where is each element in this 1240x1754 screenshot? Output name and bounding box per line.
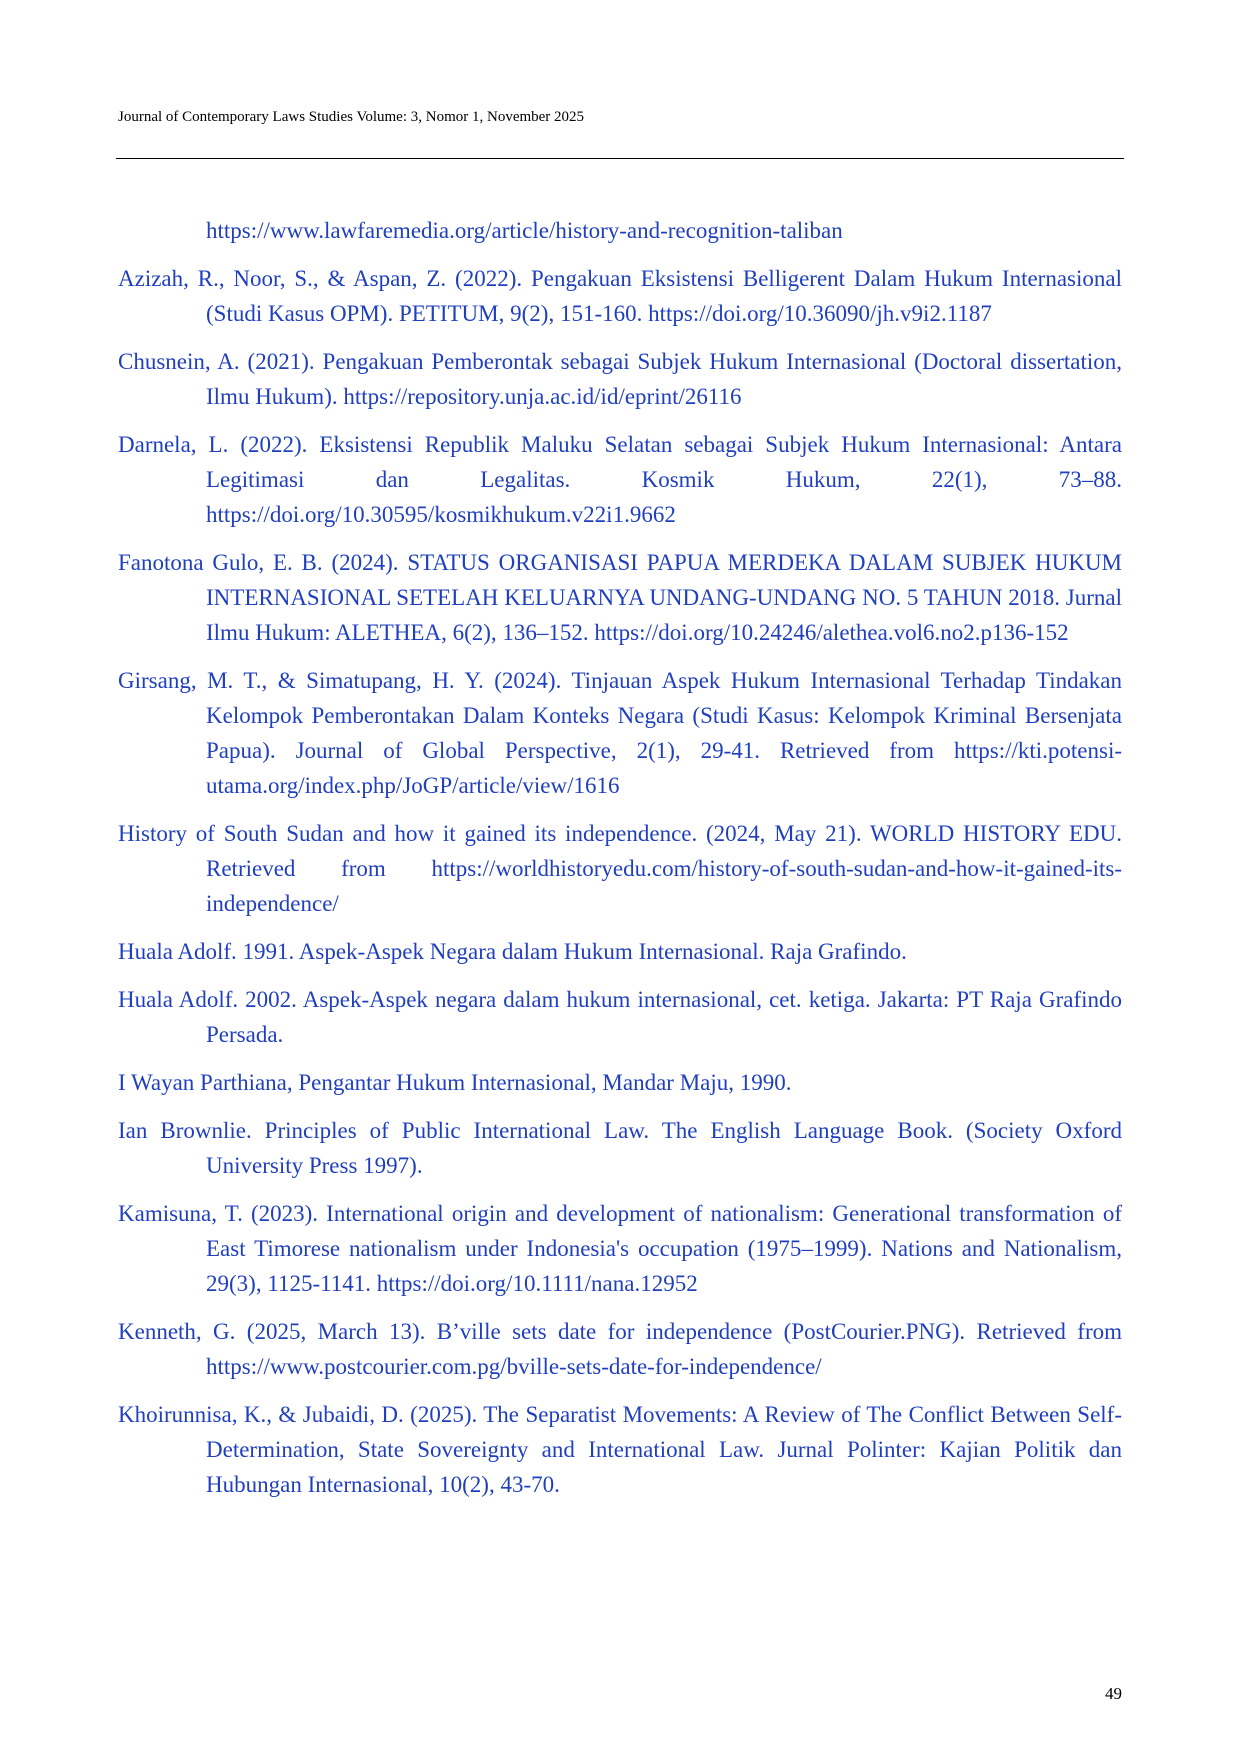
page-number: 49: [1105, 1684, 1122, 1703]
reference-entry: History of South Sudan and how it gained its independence. (2024, May 21). WORLD HISTORY EDU. Retrieved from https://worldhistoryedu.com/history-of-south-sudan-and-how-it-gained-its-independence/: [118, 821, 1122, 916]
reference-entry: Azizah, R., Noor, S., & Aspan, Z. (2022). Pengakuan Eksistensi Belligerent Dalam Hukum Internasional (Studi Kasus OPM). PETITUM, 9(2), 151-160. https://doi.org/10.36090/jh.v9i2.1187: [118, 266, 1122, 326]
reference-entry: I Wayan Parthiana, Pengantar Hukum Internasional, Mandar Maju, 1990.: [118, 1070, 792, 1095]
reference-entry: Huala Adolf. 2002. Aspek-Aspek negara dalam hukum internasional, cet. ketiga. Jakarta: PT Raja Grafindo Persada.: [118, 987, 1122, 1047]
reference-entry: Khoirunnisa, K., & Jubaidi, D. (2025). The Separatist Movements: A Review of The Conflict Between Self-Determination, State Sovereignty and International Law. Jurnal Polinter: Kajian Politik dan Hubungan Internasional, 10(2), 43-70.: [118, 1402, 1122, 1497]
reference-entry: Kamisuna, T. (2023). International origin and development of nationalism: Generational transformation of East Timorese nationalism under Indonesia's occupation (1975–1999). Nations and Nationalism, 29(3), 1125-1141. https://doi.org/10.1111/nana.12952: [118, 1201, 1122, 1296]
reference-entry: Huala Adolf. 1991. Aspek-Aspek Negara dalam Hukum Internasional. Raja Grafindo.: [118, 939, 907, 964]
running-header: Journal of Contemporary Laws Studies Volume: 3, Nomor 1, November 2025: [118, 109, 585, 125]
reference-entry-continued: https://www.lawfaremedia.org/article/history-and-recognition-taliban: [206, 218, 843, 243]
reference-entry: Kenneth, G. (2025, March 13). B’ville sets date for independence (PostCourier.PNG). Retrieved from https://www.postcourier.com.pg/bville-sets-date-for-independence/: [118, 1319, 1122, 1379]
reference-entry: Ian Brownlie. Principles of Public International Law. The English Language Book. (Society Oxford University Press 1997).: [118, 1118, 1122, 1178]
header-divider: [116, 158, 1124, 159]
reference-entry: Chusnein, A. (2021). Pengakuan Pemberontak sebagai Subjek Hukum Internasional (Doctoral dissertation, Ilmu Hukum). https://repository.unja.ac.id/id/eprint/26116: [118, 349, 1122, 409]
reference-entry: Darnela, L. (2022). Eksistensi Republik Maluku Selatan sebagai Subjek Hukum Internasional: Antara Legitimasi dan Legalitas. Kosmik Hukum, 22(1), 73–88. https://doi.org/10.30595/kosmikhukum.v22i1.9662: [118, 432, 1122, 527]
reference-entry: Fanotona Gulo, E. B. (2024). STATUS ORGANISASI PAPUA MERDEKA DALAM SUBJEK HUKUM INTERNASIONAL SETELAH KELUARNYA UNDANG-UNDANG NO. 5 TAHUN 2018. Jurnal Ilmu Hukum: ALETHEA, 6(2), 136–152. https://doi.org/10.24246/alethea.vol6.no2.p136-152: [118, 550, 1122, 645]
reference-entry: Girsang, M. T., & Simatupang, H. Y. (2024). Tinjauan Aspek Hukum Internasional Terhadap Tindakan Kelompok Pemberontakan Dalam Konteks Negara (Studi Kasus: Kelompok Kriminal Bersenjata Papua). Journal of Global Perspective, 2(1), 29-41. Retrieved from https://kti.potensi-utama.org/index.php/JoGP/article/view/1616: [118, 668, 1122, 798]
reference-list: [118, 213, 1122, 1515]
